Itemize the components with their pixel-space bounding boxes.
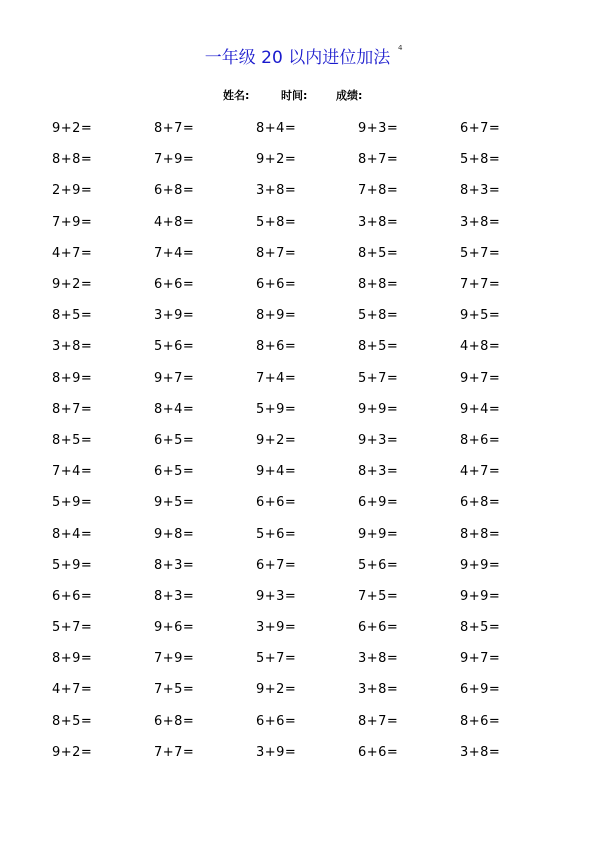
time-label: 时间: bbox=[281, 89, 308, 102]
problem-cell: 4+7= bbox=[52, 245, 93, 261]
problem-row bbox=[52, 612, 562, 643]
problem-cell: 9+2= bbox=[52, 277, 93, 293]
problem-cell: 6+5= bbox=[154, 432, 195, 448]
problem-cell: 9+3= bbox=[358, 432, 399, 448]
problem-cell: 5+7= bbox=[52, 620, 93, 636]
problem-cell: 8+6= bbox=[256, 339, 297, 355]
problem-cell: 9+4= bbox=[460, 401, 501, 417]
problem-cell: 8+3= bbox=[154, 557, 195, 573]
problem-cell: 3+9= bbox=[256, 620, 297, 636]
problem-row bbox=[52, 331, 562, 362]
problem-cell: 6+6= bbox=[358, 744, 399, 760]
problem-row bbox=[52, 456, 562, 487]
problem-row bbox=[52, 113, 562, 144]
problem-cell: 7+7= bbox=[154, 744, 195, 760]
problem-cell: 5+9= bbox=[52, 495, 93, 511]
problem-row bbox=[52, 737, 562, 768]
problem-cell: 5+9= bbox=[256, 401, 297, 417]
problem-cell: 8+4= bbox=[154, 401, 195, 417]
problem-cell: 7+9= bbox=[154, 651, 195, 667]
problem-cell: 9+2= bbox=[256, 432, 297, 448]
problem-cell: 6+7= bbox=[256, 557, 297, 573]
problem-cell: 5+8= bbox=[460, 152, 501, 168]
problem-cell: 7+7= bbox=[460, 277, 501, 293]
problem-cell: 9+2= bbox=[256, 682, 297, 698]
problem-cell: 9+7= bbox=[460, 370, 501, 386]
problem-cell: 3+8= bbox=[52, 339, 93, 355]
problem-cell: 8+7= bbox=[358, 713, 399, 729]
problem-cell: 8+8= bbox=[52, 152, 93, 168]
problem-cell: 8+5= bbox=[52, 713, 93, 729]
problem-cell: 5+6= bbox=[256, 526, 297, 542]
problem-cell: 8+6= bbox=[460, 713, 501, 729]
problem-cell: 8+3= bbox=[460, 183, 501, 199]
problem-cell: 8+9= bbox=[52, 651, 93, 667]
problem-cell: 7+5= bbox=[154, 682, 195, 698]
problem-grid bbox=[52, 113, 562, 768]
problem-cell: 9+9= bbox=[358, 401, 399, 417]
problem-cell: 2+9= bbox=[52, 183, 93, 199]
problem-cell: 5+7= bbox=[460, 245, 501, 261]
problem-cell: 8+5= bbox=[358, 339, 399, 355]
problem-cell: 6+6= bbox=[358, 620, 399, 636]
problem-cell: 6+9= bbox=[358, 495, 399, 511]
problem-cell: 8+5= bbox=[52, 432, 93, 448]
problem-cell: 4+8= bbox=[154, 214, 195, 230]
problem-cell: 4+8= bbox=[460, 339, 501, 355]
problem-cell: 3+8= bbox=[358, 682, 399, 698]
problem-cell: 9+3= bbox=[256, 588, 297, 604]
problem-cell: 7+9= bbox=[52, 214, 93, 230]
problem-cell: 9+4= bbox=[256, 464, 297, 480]
problem-cell: 8+3= bbox=[154, 588, 195, 604]
problem-cell: 6+5= bbox=[154, 464, 195, 480]
problem-cell: 8+9= bbox=[256, 308, 297, 324]
problem-cell: 3+8= bbox=[460, 214, 501, 230]
problem-cell: 3+8= bbox=[358, 651, 399, 667]
problem-cell: 8+5= bbox=[52, 308, 93, 324]
score-label: 成绩: bbox=[336, 89, 363, 102]
problem-cell: 9+5= bbox=[154, 495, 195, 511]
problem-cell: 3+8= bbox=[256, 183, 297, 199]
problem-row bbox=[52, 144, 562, 175]
problem-cell: 6+6= bbox=[256, 495, 297, 511]
problem-cell: 7+4= bbox=[154, 245, 195, 261]
problem-row bbox=[52, 238, 562, 269]
problem-cell: 8+3= bbox=[358, 464, 399, 480]
problem-cell: 9+9= bbox=[358, 526, 399, 542]
problem-cell: 4+7= bbox=[460, 464, 501, 480]
page-title: 一年级 20 以内进位加法 bbox=[204, 48, 391, 68]
problem-cell: 5+7= bbox=[256, 651, 297, 667]
problem-cell: 8+7= bbox=[358, 152, 399, 168]
problem-cell: 7+9= bbox=[154, 152, 195, 168]
problem-cell: 9+9= bbox=[460, 588, 501, 604]
problem-cell: 3+9= bbox=[154, 308, 195, 324]
name-label: 姓名: bbox=[223, 89, 250, 102]
page-number: 4 bbox=[398, 44, 403, 52]
problem-row bbox=[52, 706, 562, 737]
problem-cell: 6+9= bbox=[460, 682, 501, 698]
problem-cell: 6+8= bbox=[154, 713, 195, 729]
problem-cell: 5+8= bbox=[358, 308, 399, 324]
problem-cell: 9+2= bbox=[52, 744, 93, 760]
problem-cell: 9+9= bbox=[460, 557, 501, 573]
problem-cell: 6+8= bbox=[460, 495, 501, 511]
problem-cell: 3+9= bbox=[256, 744, 297, 760]
problem-row bbox=[52, 363, 562, 394]
problem-row bbox=[52, 674, 562, 705]
problem-row bbox=[52, 550, 562, 581]
problem-cell: 8+5= bbox=[460, 620, 501, 636]
problem-cell: 8+7= bbox=[154, 121, 195, 137]
problem-cell: 6+7= bbox=[460, 121, 501, 137]
problem-cell: 9+5= bbox=[460, 308, 501, 324]
problem-row bbox=[52, 487, 562, 518]
problem-cell: 5+7= bbox=[358, 370, 399, 386]
problem-cell: 9+2= bbox=[256, 152, 297, 168]
problem-row bbox=[52, 581, 562, 612]
problem-cell: 8+4= bbox=[52, 526, 93, 542]
problem-cell: 7+8= bbox=[358, 183, 399, 199]
problem-cell: 7+4= bbox=[256, 370, 297, 386]
problem-cell: 6+6= bbox=[154, 277, 195, 293]
problem-cell: 8+7= bbox=[52, 401, 93, 417]
problem-cell: 8+8= bbox=[460, 526, 501, 542]
problem-cell: 8+5= bbox=[358, 245, 399, 261]
problem-cell: 9+3= bbox=[358, 121, 399, 137]
problem-cell: 6+6= bbox=[256, 277, 297, 293]
problem-cell: 3+8= bbox=[358, 214, 399, 230]
problem-cell: 8+6= bbox=[460, 432, 501, 448]
problem-row bbox=[52, 269, 562, 300]
problem-cell: 5+6= bbox=[154, 339, 195, 355]
problem-cell: 7+5= bbox=[358, 588, 399, 604]
problem-cell: 6+6= bbox=[52, 588, 93, 604]
problem-cell: 5+8= bbox=[256, 214, 297, 230]
problem-cell: 5+9= bbox=[52, 557, 93, 573]
problem-cell: 8+9= bbox=[52, 370, 93, 386]
problem-cell: 9+7= bbox=[154, 370, 195, 386]
problem-row bbox=[52, 643, 562, 674]
problem-row bbox=[52, 425, 562, 456]
problem-row bbox=[52, 207, 562, 238]
problem-cell: 5+6= bbox=[358, 557, 399, 573]
problem-row bbox=[52, 518, 562, 549]
problem-cell: 6+6= bbox=[256, 713, 297, 729]
problem-cell: 9+8= bbox=[154, 526, 195, 542]
problem-row bbox=[52, 175, 562, 206]
problem-cell: 9+6= bbox=[154, 620, 195, 636]
problem-row bbox=[52, 394, 562, 425]
problem-cell: 4+7= bbox=[52, 682, 93, 698]
problem-cell: 8+8= bbox=[358, 277, 399, 293]
problem-row bbox=[52, 300, 562, 331]
problem-cell: 8+4= bbox=[256, 121, 297, 137]
problem-cell: 9+7= bbox=[460, 651, 501, 667]
problem-cell: 9+2= bbox=[52, 121, 93, 137]
problem-cell: 7+4= bbox=[52, 464, 93, 480]
problem-cell: 6+8= bbox=[154, 183, 195, 199]
problem-cell: 3+8= bbox=[460, 744, 501, 760]
problem-cell: 8+7= bbox=[256, 245, 297, 261]
